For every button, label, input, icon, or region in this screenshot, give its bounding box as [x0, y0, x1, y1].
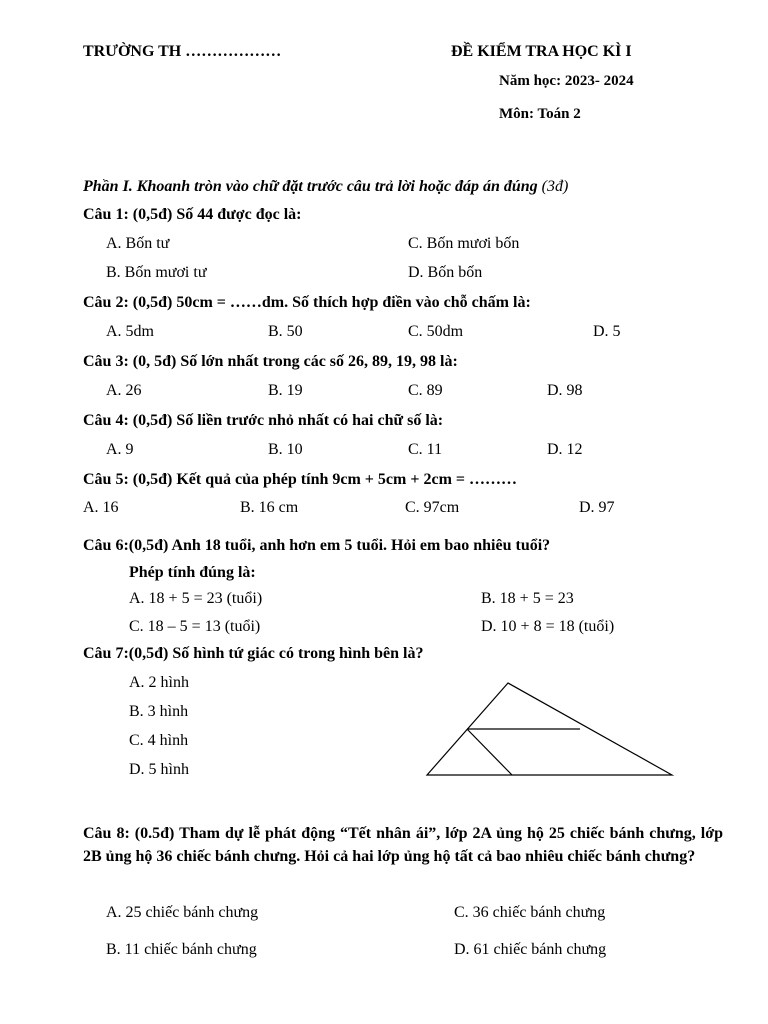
q3-stem: Câu 3: (0, 5đ) Số lớn nhất trong các số 26, 89, 19, 98 là:: [83, 353, 458, 370]
q8-option-c[interactable]: C. 36 chiếc bánh chưng: [454, 904, 606, 921]
q1-option-a[interactable]: A. Bốn tư: [106, 235, 170, 252]
q8-option-a[interactable]: A. 25 chiếc bánh chưng: [106, 904, 259, 921]
part1-title: Phần I. Khoanh tròn vào chữ đặt trước câu trả lời hoặc đáp án đúng: [83, 178, 538, 195]
q5-option-d[interactable]: D. 97: [579, 499, 615, 516]
q4-stem: Câu 4: (0,5đ) Số liền trước nhỏ nhất có hai chữ số là:: [83, 412, 444, 429]
q6-option-d[interactable]: D. 10 + 8 = 18 (tuổi): [481, 618, 615, 635]
q4-option-a[interactable]: A. 9: [106, 441, 134, 458]
q2-option-a[interactable]: A. 5dm: [106, 323, 154, 340]
q6-option-a[interactable]: A. 18 + 5 = 23 (tuổi): [129, 590, 263, 607]
q8-option-b[interactable]: B. 11 chiếc bánh chưng: [106, 941, 257, 958]
q1-stem: Câu 1: (0,5đ) Số 44 được đọc là:: [83, 206, 302, 223]
quadrilateral-figure: [420, 675, 680, 785]
part1-heading: [83, 177, 568, 197]
figure-slanted-line: [467, 729, 512, 775]
q7-option-d[interactable]: D. 5 hình: [129, 761, 189, 778]
q8-stem: Câu 8: (0.5đ) Tham dự lễ phát động “Tết nhân ái”, lớp 2A ủng hộ 25 chiếc bánh chưng, lớp 2B ủng hộ 36 chiếc bánh chưng. Hỏi cả hai lớp ủng hộ tất cả bao nhiêu chiếc bánh chưng?: [83, 825, 723, 865]
q2-option-c[interactable]: C. 50dm: [408, 323, 464, 340]
part1-points: (3đ): [541, 178, 569, 195]
q7-option-b[interactable]: B. 3 hình: [129, 703, 189, 720]
q2-option-b[interactable]: B. 50: [268, 323, 303, 340]
q7-option-a[interactable]: A. 2 hình: [129, 674, 189, 691]
q3-option-c[interactable]: C. 89: [408, 382, 443, 399]
q4-option-d[interactable]: D. 12: [547, 441, 583, 458]
q3-option-d[interactable]: D. 98: [547, 382, 583, 399]
q3-option-b[interactable]: B. 19: [268, 382, 303, 399]
q1-option-c[interactable]: C. Bốn mươi bốn: [408, 235, 520, 252]
q3-option-a[interactable]: A. 26: [106, 382, 142, 399]
q5-option-c[interactable]: C. 97cm: [405, 499, 460, 516]
q6-option-b[interactable]: B. 18 + 5 = 23: [481, 590, 574, 607]
q6-subprompt: Phép tính đúng là:: [129, 564, 256, 581]
q6-option-c[interactable]: C. 18 – 5 = 13 (tuổi): [129, 618, 261, 635]
school-name: TRƯỜNG TH ………………: [83, 43, 282, 60]
q8-option-d[interactable]: D. 61 chiếc bánh chưng: [454, 941, 607, 958]
subject: Môn: Toán 2: [499, 106, 581, 122]
q7-option-c[interactable]: C. 4 hình: [129, 732, 189, 749]
q4-option-b[interactable]: B. 10: [268, 441, 303, 458]
school-year: Năm học: 2023- 2024: [499, 73, 634, 89]
q5-option-b[interactable]: B. 16 cm: [240, 499, 299, 516]
q5-option-a[interactable]: A. 16: [83, 499, 119, 516]
q6-stem: Câu 6:(0,5đ) Anh 18 tuổi, anh hơn em 5 tuổi. Hỏi em bao nhiêu tuổi?: [83, 537, 551, 554]
q1-option-b[interactable]: B. Bốn mươi tư: [106, 264, 207, 281]
q4-option-c[interactable]: C. 11: [408, 441, 443, 458]
q2-option-d[interactable]: D. 5: [593, 323, 621, 340]
q1-option-d[interactable]: D. Bốn bốn: [408, 264, 483, 281]
q7-stem: Câu 7:(0,5đ) Số hình tứ giác có trong hình bên là?: [83, 645, 424, 662]
q5-stem: Câu 5: (0,5đ) Kết quả của phép tính 9cm + 5cm + 2cm = ………: [83, 471, 518, 488]
q2-stem: Câu 2: (0,5đ) 50cm = ……dm. Số thích hợp điền vào chỗ chấm là:: [83, 294, 531, 311]
exam-title: ĐỀ KIỂM TRA HỌC KÌ I: [451, 43, 632, 60]
